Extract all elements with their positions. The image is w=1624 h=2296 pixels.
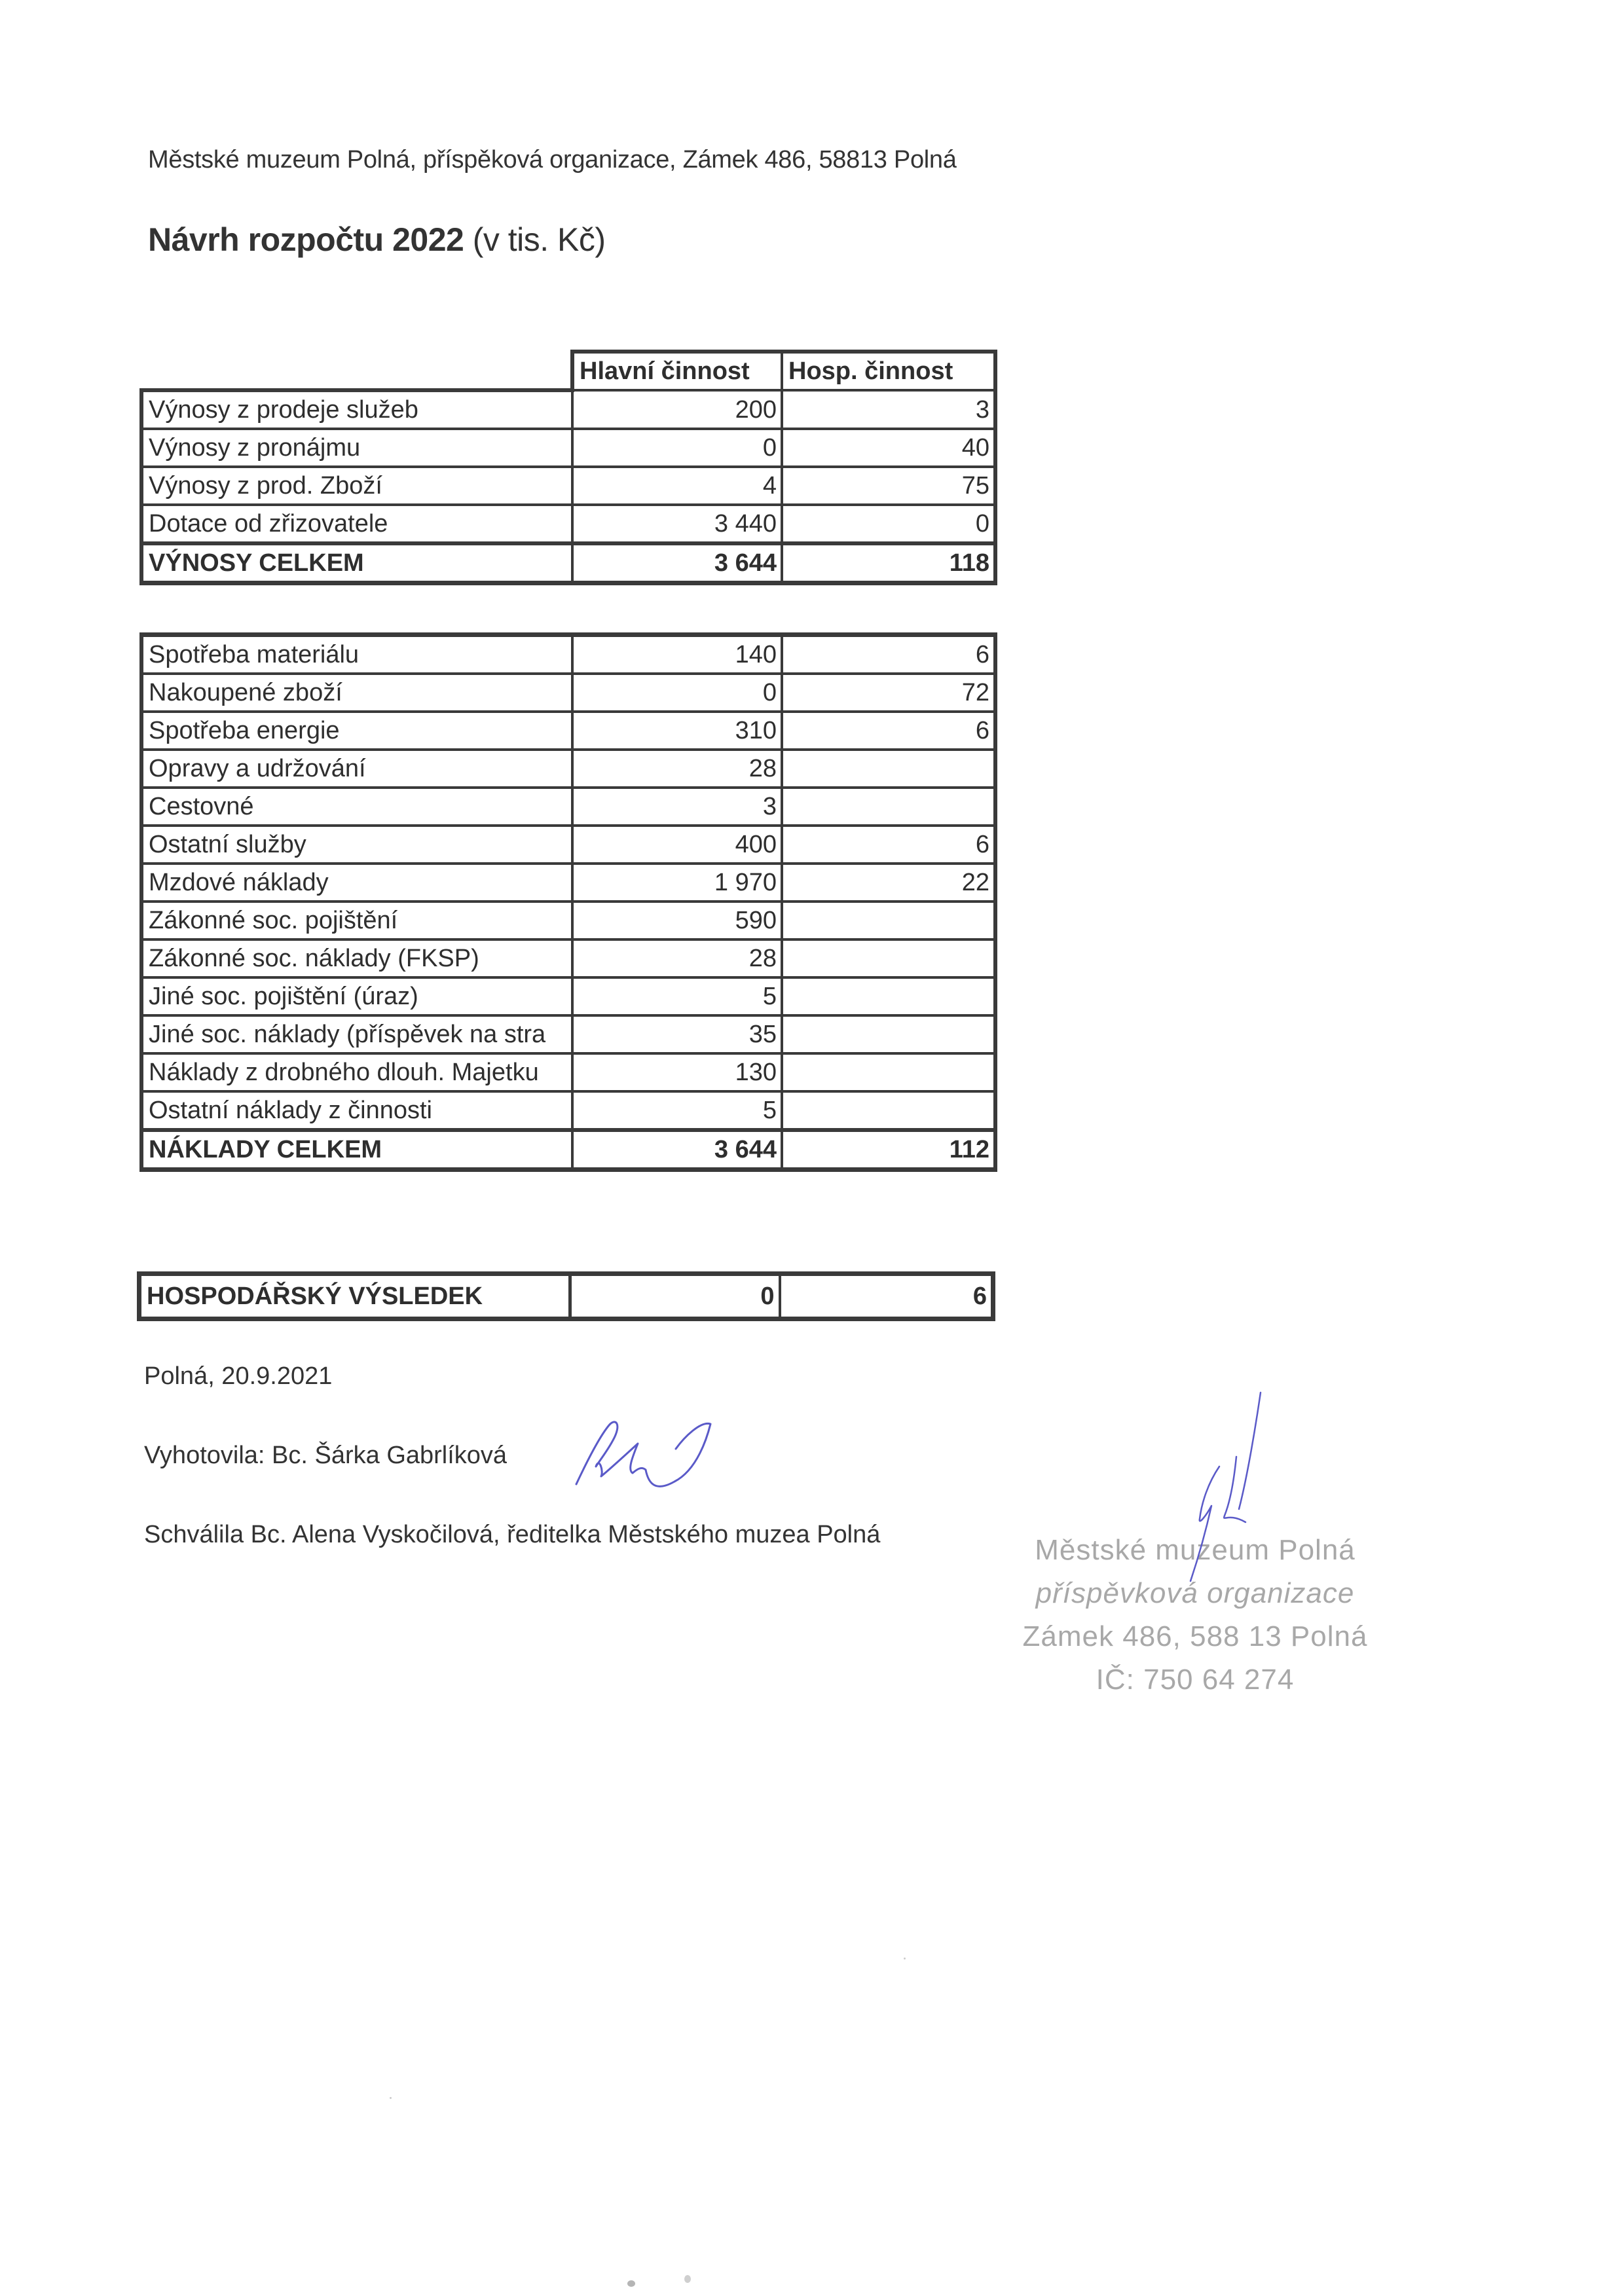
row-label: Ostatní náklady z činnosti [141,1091,572,1130]
table-row [141,429,995,467]
row-value-hosp: 22 [782,864,995,902]
row-label: Výnosy z pronájmu [141,429,572,467]
row-value-main: 1 970 [572,864,782,902]
row-value-hosp [782,1053,995,1091]
scan-speck [904,1958,906,1959]
row-label: Výnosy z prod. Zboží [141,467,572,505]
scan-speck [627,2280,635,2287]
organization-line: Městské muzeum Polná, příspěková organizace, Zámek 486, 58813 Polná [148,146,957,173]
row-value-main: 28 [572,750,782,788]
table-row [141,712,995,750]
result-value-main: 0 [570,1274,780,1319]
row-value-main: 3 [572,788,782,826]
row-value-hosp: 3 [782,390,995,429]
row-value-main: 3 440 [572,505,782,543]
row-value-main: 5 [572,977,782,1015]
row-label: Opravy a udržování [141,750,572,788]
scan-speck [390,2097,392,2099]
row-label: Spotřeba materiálu [141,635,572,674]
revenues-table [139,350,997,585]
result-row [139,1274,993,1319]
row-label: Cestovné [141,788,572,826]
row-label: Nakoupené zboží [141,674,572,712]
total-value-hosp: 112 [782,1130,995,1170]
table-row [141,826,995,864]
expenses-total-row [141,1130,995,1170]
table-row [141,1015,995,1053]
row-label: Jiné soc. pojištění (úraz) [141,977,572,1015]
row-value-hosp [782,1015,995,1053]
total-label: VÝNOSY CELKEM [141,543,572,583]
result-value-hosp: 6 [780,1274,993,1319]
row-label: Ostatní služby [141,826,572,864]
header-blank-cell [141,352,572,390]
row-value-main: 0 [572,674,782,712]
row-label: Spotřeba energie [141,712,572,750]
row-value-hosp: 6 [782,712,995,750]
table-row [141,750,995,788]
row-value-hosp [782,788,995,826]
title-bold: Návrh rozpočtu 2022 [148,221,464,258]
row-label: Náklady z drobného dlouh. Majetku [141,1053,572,1091]
total-value-main: 3 644 [572,1130,782,1170]
stamp-line: příspěvková organizace [1035,1577,1355,1609]
row-value-hosp: 6 [782,635,995,674]
revenues-total-row [141,543,995,583]
row-value-main: 28 [572,939,782,977]
table-row [141,1091,995,1130]
table-row [141,939,995,977]
table-row [141,505,995,543]
total-value-main: 3 644 [572,543,782,583]
row-value-main: 35 [572,1015,782,1053]
total-label: NÁKLADY CELKEM [141,1130,572,1170]
row-value-hosp [782,939,995,977]
row-label: Jiné soc. náklady (příspěvek na stra [141,1015,572,1053]
column-header-row [141,352,995,390]
table-row [141,1053,995,1091]
row-label: Zákonné soc. pojištění [141,902,572,939]
row-value-hosp: 75 [782,467,995,505]
table-row [141,864,995,902]
table-row [141,977,995,1015]
row-label: Mzdové náklady [141,864,572,902]
row-value-hosp: 6 [782,826,995,864]
scan-speck [684,2275,691,2283]
table-row [141,467,995,505]
result-label: HOSPODÁŘSKÝ VÝSLEDEK [139,1274,570,1319]
stamp-line: IČ: 750 64 274 [1096,1664,1295,1696]
row-value-hosp [782,977,995,1015]
prepared-by: Vyhotovila: Bc. Šárka Gabrlíková [144,1442,507,1469]
row-value-hosp: 40 [782,429,995,467]
row-value-main: 400 [572,826,782,864]
row-value-hosp [782,902,995,939]
table-row [141,902,995,939]
row-value-hosp [782,1091,995,1130]
document-title [148,220,606,259]
row-value-hosp: 0 [782,505,995,543]
row-value-main: 130 [572,1053,782,1091]
row-label: Výnosy z prodeje služeb [141,390,572,429]
row-value-main: 0 [572,429,782,467]
signature-preparer-icon [570,1411,720,1489]
row-label: Dotace od zřizovatele [141,505,572,543]
row-value-main: 590 [572,902,782,939]
table-row [141,390,995,429]
column-header-hosp: Hosp. činnost [782,352,995,390]
table-row [141,674,995,712]
result-table [137,1271,995,1321]
column-header-main: Hlavní činnost [572,352,782,390]
stamp-line: Zámek 486, 588 13 Polná [1022,1620,1368,1652]
expenses-table [139,632,997,1172]
row-value-main: 4 [572,467,782,505]
approved-by: Schválila Bc. Alena Vyskočilová, ředitelka Městského muzea Polná [144,1521,881,1548]
title-unit: (v tis. Kč) [464,221,606,258]
table-row [141,788,995,826]
row-value-hosp: 72 [782,674,995,712]
row-label: Zákonné soc. náklady (FKSP) [141,939,572,977]
row-value-main: 310 [572,712,782,750]
row-value-main: 5 [572,1091,782,1130]
row-value-hosp [782,750,995,788]
table-row [141,635,995,674]
total-value-hosp: 118 [782,543,995,583]
row-value-main: 200 [572,390,782,429]
signature-director-icon [1179,1385,1277,1594]
row-value-main: 140 [572,635,782,674]
stamp-line: Městské muzeum Polná [1035,1534,1356,1566]
place-date: Polná, 20.9.2021 [144,1362,333,1390]
